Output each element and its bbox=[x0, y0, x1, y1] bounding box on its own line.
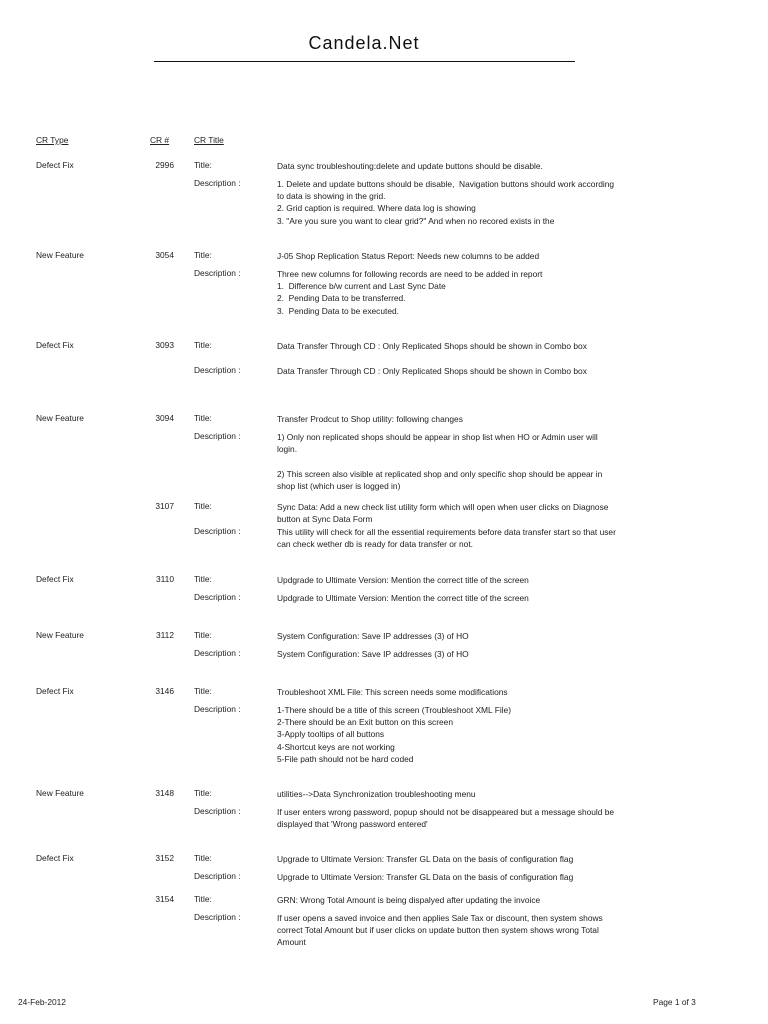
title-label: Title: bbox=[194, 630, 212, 640]
cr-type: Defect Fix bbox=[36, 853, 74, 863]
cr-title: utilities-->Data Synchronization troubleshooting menu bbox=[277, 789, 476, 799]
cr-type: Defect Fix bbox=[36, 160, 74, 170]
title-label: Title: bbox=[194, 686, 212, 696]
cr-type: Defect Fix bbox=[36, 686, 74, 696]
description-label: Description : bbox=[194, 431, 241, 441]
cr-title: Sync Data: Add a new check list utility form which will open when user clicks on Diagnose button at Sync Data Form bbox=[277, 502, 611, 525]
cr-title: Troubleshoot XML File: This screen needs some modifications bbox=[277, 687, 508, 697]
description-label: Description : bbox=[194, 912, 241, 922]
cr-type: New Feature bbox=[36, 788, 84, 798]
description-label: Description : bbox=[194, 592, 241, 602]
title-label: Title: bbox=[194, 574, 212, 584]
description-label: Description : bbox=[194, 704, 241, 714]
footer-date: 24-Feb-2012 bbox=[18, 997, 66, 1007]
description-label: Description : bbox=[194, 365, 241, 375]
cr-number: 3093 bbox=[155, 340, 174, 350]
cr-type: New Feature bbox=[36, 630, 84, 640]
description-label: Description : bbox=[194, 648, 241, 658]
cr-description: System Configuration: Save IP addresses (3) of HO bbox=[277, 649, 469, 659]
description-label: Description : bbox=[194, 268, 241, 278]
description-label: Description : bbox=[194, 806, 241, 816]
cr-title: Updgrade to Ultimate Version: Mention the correct title of the screen bbox=[277, 575, 529, 585]
title-underline bbox=[154, 61, 575, 62]
cr-description: This utility will check for all the essential requirements before data transfer start so that user can check wether db is ready for data transfer or not. bbox=[277, 527, 619, 550]
cr-number: 2996 bbox=[155, 160, 174, 170]
cr-description: Three new columns for following records are need to be added in report 1. Difference b/w current and Last Sync Date 2. Pending Data to be transferred. 3. Pending Data to be executed. bbox=[277, 269, 543, 316]
cr-type: New Feature bbox=[36, 250, 84, 260]
cr-type: Defect Fix bbox=[36, 574, 74, 584]
cr-title: System Configuration: Save IP addresses (3) of HO bbox=[277, 631, 469, 641]
title-label: Title: bbox=[194, 501, 212, 511]
title-label: Title: bbox=[194, 788, 212, 798]
document-title: Candela.Net bbox=[308, 33, 420, 53]
cr-number: 3146 bbox=[155, 686, 174, 696]
cr-number: 3094 bbox=[155, 413, 174, 423]
column-header-cr-type: CR Type bbox=[36, 135, 69, 145]
cr-description: 1) Only non replicated shops should be appear in shop list when HO or Admin user will login. 2) This screen also visible at replicated shop and only specific shop should be appear in shop list (which user is logged in) bbox=[277, 432, 603, 491]
cr-number: 3110 bbox=[155, 574, 174, 584]
cr-title: Transfer Prodcut to Shop utility: following changes bbox=[277, 414, 463, 424]
title-label: Title: bbox=[194, 250, 212, 260]
cr-description: If user opens a saved invoice and then applies Sale Tax or discount, then system shows correct Total Amount but if user clicks on update button then system shows wrong Total Amount bbox=[277, 913, 606, 948]
cr-title: Data Transfer Through CD : Only Replicated Shops should be shown in Combo box bbox=[277, 341, 587, 351]
cr-description: Data Transfer Through CD : Only Replicated Shops should be shown in Combo box bbox=[277, 366, 587, 376]
title-label: Title: bbox=[194, 413, 212, 423]
cr-title: Data sync troubleshouting:delete and update buttons should be disable. bbox=[277, 161, 543, 171]
description-label: Description : bbox=[194, 871, 241, 881]
cr-description: 1-There should be a title of this screen (Troubleshoot XML File) 2-There should be an Exit button on this screen 3-Apply tooltips of all buttons 4-Shortcut keys are not working 5-File path should not be hard coded bbox=[277, 705, 511, 764]
cr-description: If user enters wrong password, popup should not be disappeared but a message should be displayed that 'Wrong password entered' bbox=[277, 807, 617, 830]
cr-title: GRN: Wrong Total Amount is being dispalyed after updating the invoice bbox=[277, 895, 541, 905]
title-label: Title: bbox=[194, 340, 212, 350]
cr-number: 3148 bbox=[155, 788, 174, 798]
cr-title: Upgrade to Ultimate Version: Transfer GL Data on the basis of configuration flag bbox=[277, 854, 574, 864]
cr-number: 3152 bbox=[155, 853, 174, 863]
column-header-cr-title: CR Title bbox=[194, 135, 224, 145]
column-header-cr-number: CR # bbox=[150, 135, 170, 145]
page-number: Page 1 of 3 bbox=[653, 997, 696, 1007]
cr-title: J-05 Shop Replication Status Report: Needs new columns to be added bbox=[277, 251, 540, 261]
title-label: Title: bbox=[194, 894, 212, 904]
cr-description: 1. Delete and update buttons should be disable, Navigation buttons should work according to data is showing in the grid. 2. Grid caption is required. Where data log is showing 3. "Are you sure you want to clear grid?" And when no recored exists in the bbox=[277, 179, 615, 226]
cr-number: 3154 bbox=[155, 894, 174, 904]
description-label: Description : bbox=[194, 526, 241, 536]
cr-number: 3054 bbox=[155, 250, 174, 260]
title-label: Title: bbox=[194, 160, 212, 170]
cr-type: New Feature bbox=[36, 413, 84, 423]
cr-number: 3112 bbox=[155, 630, 174, 640]
cr-number: 3107 bbox=[155, 501, 174, 511]
description-label: Description : bbox=[194, 178, 241, 188]
title-label: Title: bbox=[194, 853, 212, 863]
cr-description: Upgrade to Ultimate Version: Transfer GL Data on the basis of configuration flag bbox=[277, 872, 574, 882]
cr-type: Defect Fix bbox=[36, 340, 74, 350]
cr-description: Updgrade to Ultimate Version: Mention the correct title of the screen bbox=[277, 593, 529, 603]
